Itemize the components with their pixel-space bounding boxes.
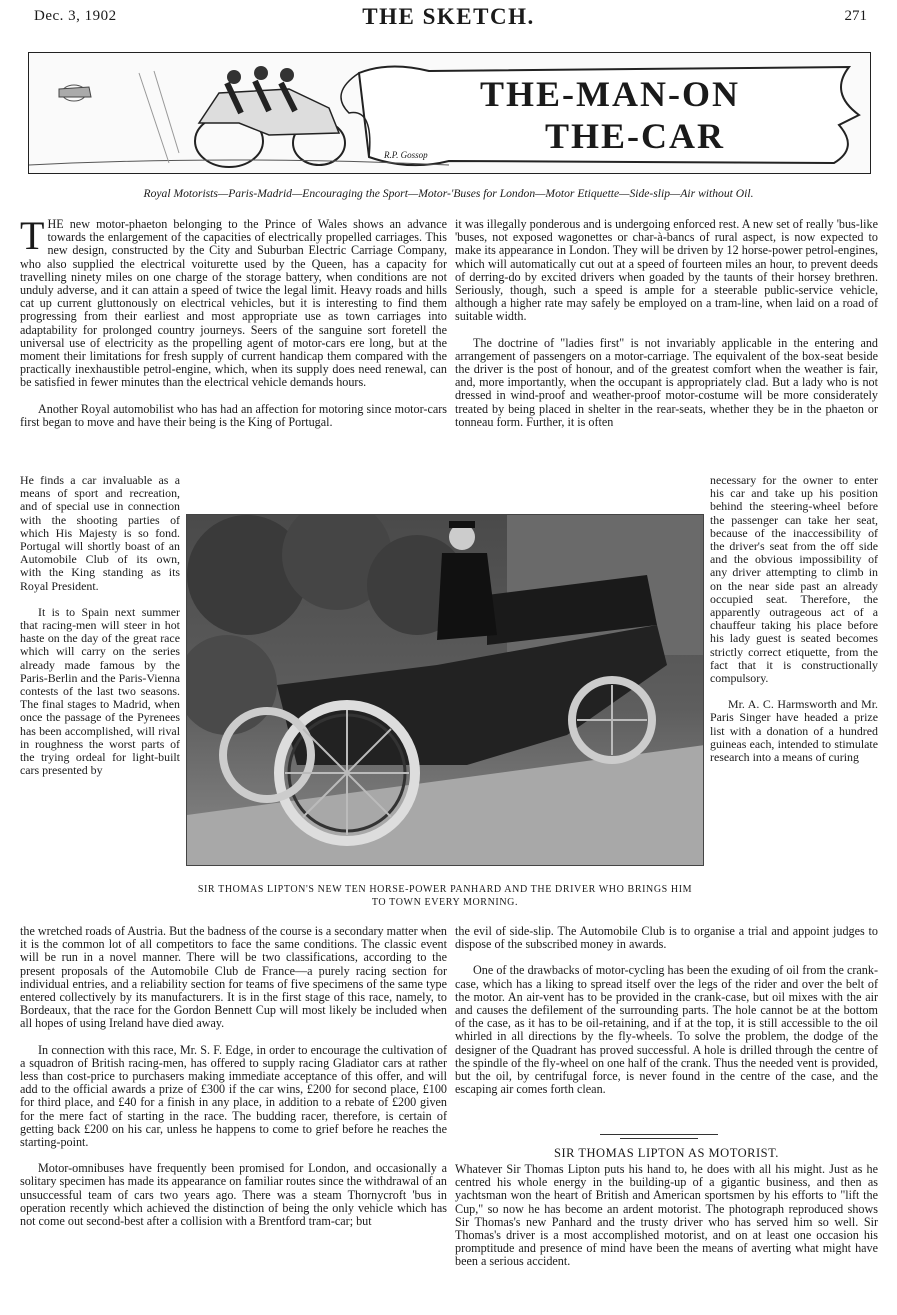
austria-paragraph: the wretched roads of Austria. But the badness of the course is a secondary matter when it is the common lot of all competitors to face the same conditions. The classic event will be run in a novel manner. There will be two classifications, according to the present proposals of the Automobile Club de France—a purely racing section for individual entries, and a reliability section for teams of five specimens of the same type entered collectively by its manufacturers. It is in the first stage of this race, namely, to Bordeaux, that the race for the Gordon Bennett Cup will most likely be included when all hopes of using Ireland have died away.: [20, 924, 447, 1031]
left-column-bottom: [20, 925, 447, 1241]
issue-date: Dec. 3, 1902: [34, 8, 117, 24]
edge-prize-paragraph: In connection with this race, Mr. S. F. Edge, in order to encourage the cultivation of a squadron of British racing-men, has offered to supply racing Gladiator cars at rather less than cost-price to purchasers making immediate acceptance of this offer, and will add to the official awards a prize of £300 if the car wins, £200 for second place, £100 for third place, and £40 for a finish in any place, in addition to a rebate of £200 given for the mere fact of starting in the race. The budding racer, therefore, is certain of getting back £200 on his car, unless he happens to come to grief before he reaches the starting-point.: [20, 1042, 447, 1150]
left-narrow-column: [20, 474, 180, 790]
article-subtitle: Royal Motorists—Paris-Madrid—Encouraging the Sport—Motor-'Buses for London—Motor Etiquette—Side-slip—Air without Oil.: [143, 187, 754, 200]
banner-title-line2: THE-CAR: [545, 116, 726, 156]
section-divider-short: [620, 1138, 698, 1139]
photo-drawing: [187, 515, 704, 866]
lipton-paragraph: Whatever Sir Thomas Lipton puts his hand to, he does with all his might. Just as he centred his whole energy in the building-up of a gigantic business, and then as yachtsman won the heart of British and American sportsmen by his efforts to "lift the Cup," so now he has become an ardent motorist. The photograph reproduced shows Sir Thomas's new Panhard and the trusty driver who has served him so well. Sir Thomas's driver is a most accomplished motorist, and on at least one occasion his promptitude and presence of mind have been the means of averting what might have been a serious accident.: [455, 1162, 878, 1269]
prize-list-paragraph: Mr. A. C. Harmsworth and Mr. Paris Singer have headed a prize list with a donation of a hundred guineas each, intended to stimulate research into a means of curing: [710, 697, 878, 765]
omnibus-continued: it was illegally ponderous and is undergoing enforced rest. A new set of really 'bus-like 'buses, not exposed wagonettes or char-à-bancs of rural aspect, is now expected to make its appearance in London. They will be driven by 12 horse-power petrol-engines, which will automatically cut out at a speed of fourteen miles an hour, to prevent deeds of derring-do by excited drivers when goaded by the taunts of their horsey brethren. Seriously, though, such a speed is ample for a steerable public-service vehicle, although a higher rate may safely be employed on a tram-line, when laid on a road of suitable width.: [455, 217, 878, 324]
right-narrow-column: [710, 474, 878, 777]
section-divider: [600, 1134, 718, 1135]
photograph-lipton-panhard: [186, 514, 704, 866]
masthead-title: THE SKETCH.: [362, 4, 535, 29]
intro-paragraph: THE new motor-phaeton belonging to the Prince of Wales shows an advance towards the enlargement of the capacities of electrically propelled carriages. This new design, constructed by the City and Suburban Electric Carriage Company, who also supplied the electrical voiturette used by the Queen, has a capacity for travelling ninety miles on one charge of the storage battery, when conditions are not unduly adverse, and it can attain a speed of twice the legal limit. Heavy roads and hills cat up current gluttonously on electrical vehicles, but it is interesting to find them progressing from their earliest and most appropriate use as town carriages into adaptability for prolonged country journeys. Seers of the sanguine sort foretell the universal use of electricity as the propelling agent of motor-cars ere long, but at the moment their limitations for fresh supply of current handicap them compared with the practically inexhaustible petrol-engine, which, when its supply does need renewal, can be satisfied in fewer minutes than the electrical vehicle demands hours.: [20, 213, 447, 390]
lipton-section-heading: SIR THOMAS LIPTON AS MOTORIST.: [554, 1146, 779, 1160]
portugal-continued: He finds a car invaluable as a means of sport and recreation, and of special use in connection with the shooting parties of which His Majesty is so fond. Portugal will shortly boast of an Automobile Club of its own, with the King standing as its Royal President.: [20, 473, 180, 593]
banner-title-line1: THE-MAN-ON: [480, 74, 740, 114]
side-slip-paragraph: the evil of side-slip. The Automobile Club is to organise a trial and appoint judges to dispose of the subscribed money in awards.: [455, 924, 878, 952]
column-banner-illustration: [28, 52, 871, 174]
lipton-section-body: [455, 1163, 878, 1282]
artist-signature: R.P. Gossop: [384, 150, 428, 160]
right-column-bottom: [455, 925, 878, 1109]
ladies-first-paragraph: The doctrine of "ladies first" is not invariably applicable in the entering and arrangement of passengers on a motor-carriage. The equivalent of the box-seat beside the driver is the post of honour, and of the greatest comfort when the weather is fair, and, more importantly, when the occupant is appropriately clad. But a lady who is not dressed in wind-proof and weather-proof motor-costume will be more considerately treated by being placed in shelter in the rear-seats, whether they be in the phaeton or tonneau form. Further, it is often: [455, 335, 878, 429]
spain-race-paragraph: It is to Spain next summer that racing-men will steer in hot haste on the day of the great race which will carry on the series already made famous by the Paris-Berlin and the Paris-Vienna contests of the last two seasons. The final stages to Madrid, when once the passage of the Pyrenees has been accomplished, will rival in roughness the worst parts of the trying ordeal for light-built cars presented by: [20, 604, 180, 778]
right-column-top: [455, 218, 878, 442]
photo-caption: SIR THOMAS LIPTON'S NEW TEN HORSE-POWER PANHARD AND THE DRIVER WHO BRINGS HIM TO TOWN EVERY MORNING.: [197, 884, 693, 908]
drop-cap: T: [20, 213, 45, 258]
omnibus-paragraph: Motor-omnibuses have frequently been promised for London, and occasionally a solitary specimen has made its appearance on familiar routes since the withdrawal of an unsuccessful team of cars two years ago. There was a steam Thornycroft 'bus in operation recently which achieved the distinction of being the only vehicle which has not come out second-best after a collision with a Brentford tram-car; but: [20, 1161, 447, 1229]
etiquette-continued: necessary for the owner to enter his car and take up his position behind the steering-wheel before the passenger can take her seat, because of the inaccessibility of the driver's seat from the off side and the obvious impossibility of any driver attempting to climb in on the near side past an already occupied seat. Therefore, the apparently outrageous act of a chauffeur taking his place before his lady guest is seated becomes strictly correct etiquette, from the fact that it is constructionally compulsory.: [710, 473, 878, 686]
left-column-top: [20, 213, 447, 442]
page-number: 271: [844, 8, 867, 24]
oil-vent-paragraph: One of the drawbacks of motor-cycling has been the exuding of oil from the crank-case, which has a liking to spread itself over the legs of the rider and over the belt of the motor. An air-vent has to be provided in the crank-case, but oil mixes with the air and causes the defilement of the surrounding parts. The hole cannot be at the bottom of the case, as it has to be oil-retaining, and if at the top, it is still accessible to the oil whirled in all directions by the fly-wheels. To solve the problem, the dodge of the designer of the Quadrant has proved successful. A hole is drilled through the centre of the spindle of the fly-wheel on one half of the crank. Thus the needed vent is provided, but the oil, by centrifugal force, is never found in the centre of the case, and the escaping air comes forth clean.: [455, 963, 878, 1097]
portugal-paragraph: Another Royal automobilist who has had an affection for motoring since motor-cars first began to move and have their being is the King of Portugal.: [20, 401, 447, 429]
banner-drawing: [29, 53, 871, 174]
